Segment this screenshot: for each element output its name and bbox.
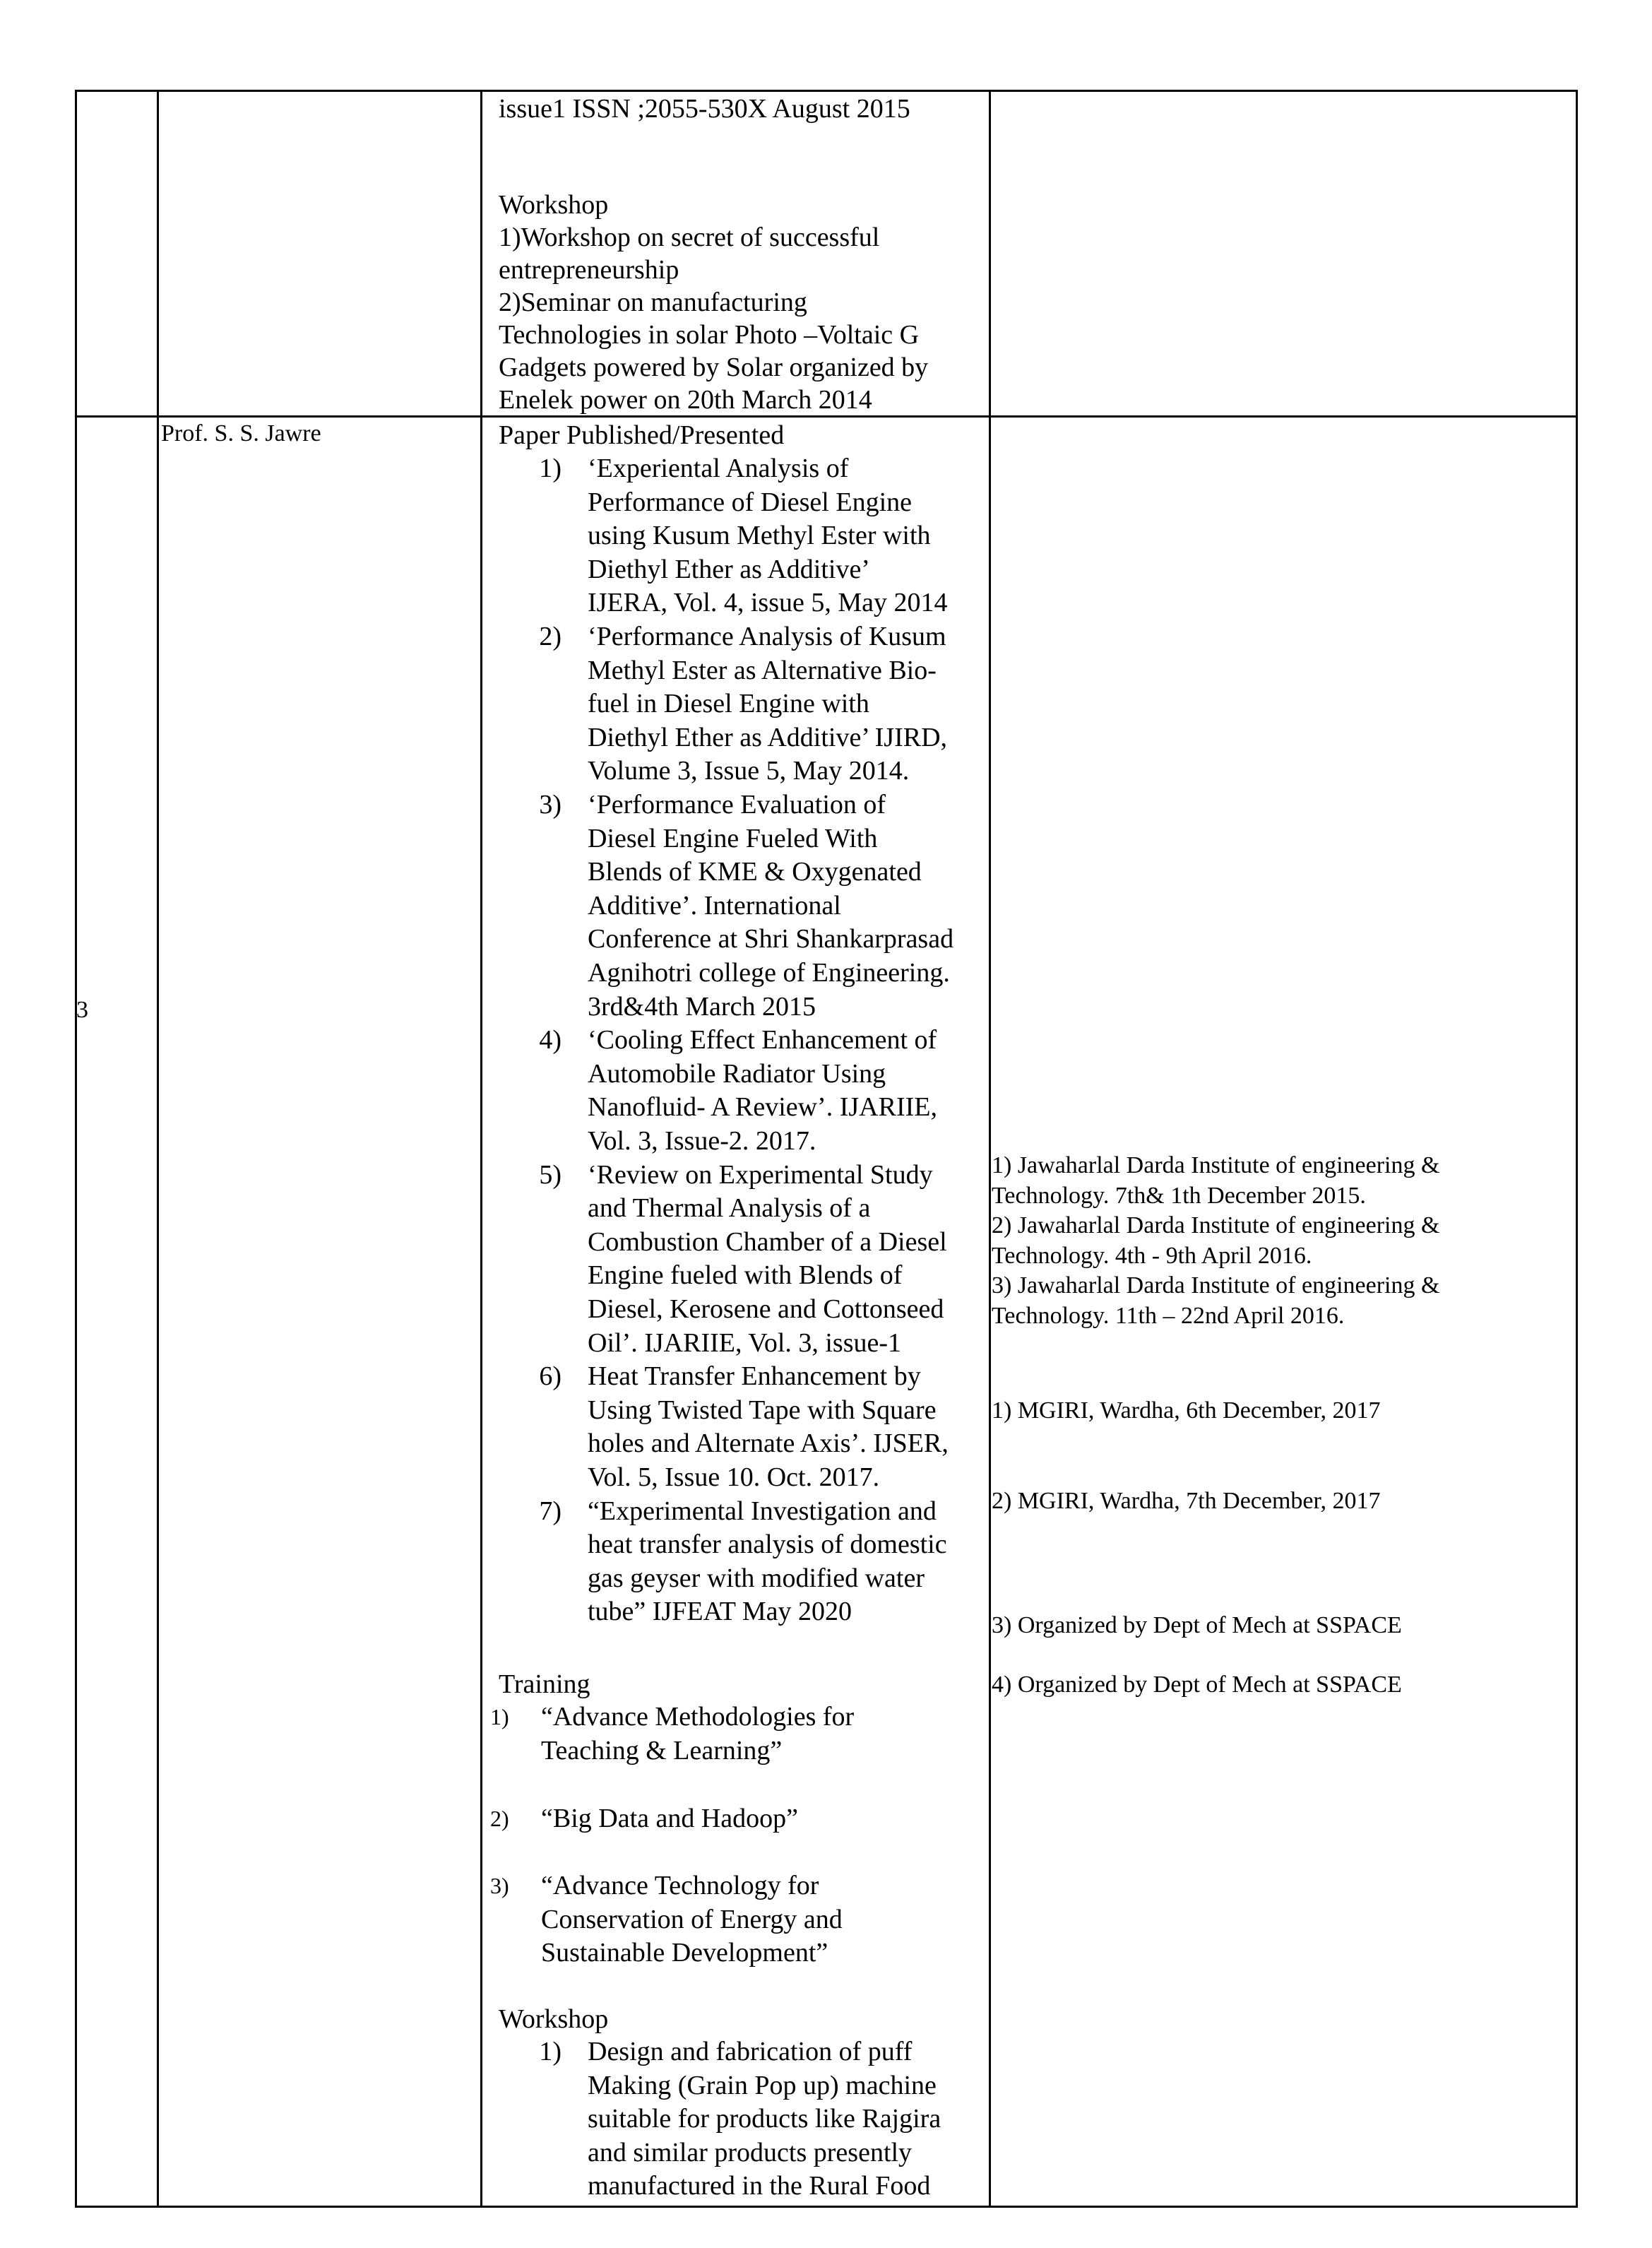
list-item-line: IJERA, Vol. 4, issue 5, May 2014 <box>588 588 948 618</box>
table-bottom-border <box>75 2206 1578 2208</box>
list-number: 5) <box>539 1159 561 1190</box>
list-item-line: Conservation of Energy and <box>541 1904 843 1934</box>
list-item-line: Performance of Diesel Engine <box>588 487 912 517</box>
list-number: 7) <box>539 1496 561 1526</box>
list-number: 1) <box>490 1704 509 1729</box>
text-line: issue1 ISSN ;2055-530X August 2015 <box>499 94 910 124</box>
col-border-2 <box>157 90 159 2208</box>
list-item-line: Using Twisted Tape with Square <box>588 1395 937 1425</box>
list-item-line: gas geyser with modified water <box>588 1563 925 1593</box>
list-number: 6) <box>539 1361 561 1392</box>
list-number: 3) <box>539 790 561 820</box>
list-item-line: ‘Performance Evaluation of <box>588 790 886 820</box>
workshop-heading: Workshop <box>499 2004 609 2034</box>
serial-number: 3 <box>76 997 88 1023</box>
remark-item: 3) Organized by Dept of Mech at SSPACE <box>992 1612 1402 1638</box>
list-item-line: 3rd&4th March 2015 <box>588 991 816 1022</box>
remark-line: Technology. 4th - 9th April 2016. <box>992 1242 1312 1269</box>
list-item-line: ‘Cooling Effect Enhancement of <box>588 1025 937 1055</box>
list-item-line: Diesel Engine Fueled With <box>588 823 878 853</box>
list-item-line: Diethyl Ether as Additive’ <box>588 554 870 584</box>
text-line: Enelek power on 20th March 2014 <box>499 385 872 415</box>
remark-line: 1) Jawaharlal Darda Institute of engineering & <box>992 1152 1440 1178</box>
remark-item: 4) Organized by Dept of Mech at SSPACE <box>992 1672 1402 1698</box>
list-item-line: fuel in Diesel Engine with <box>588 689 869 719</box>
list-item-line: ‘Experiental Analysis of <box>588 454 849 483</box>
list-item-line: and Thermal Analysis of a <box>588 1193 871 1224</box>
list-item-line: Making (Grain Pop up) machine <box>588 2070 937 2100</box>
list-item-line: Sustainable Development” <box>541 1938 828 1968</box>
faculty-name: Prof. S. S. Jawre <box>161 420 321 446</box>
list-item-line: “Big Data and Hadoop” <box>541 1804 799 1833</box>
list-item-line: Vol. 3, Issue-2. 2017. <box>588 1126 816 1156</box>
list-number: 1) <box>539 454 561 483</box>
list-item-line: holes and Alternate Axis’. IJSER, <box>588 1428 949 1459</box>
col-border-1 <box>75 90 77 2208</box>
text-line: Workshop <box>499 190 609 220</box>
list-item-line: tube” IJFEAT May 2020 <box>588 1597 852 1627</box>
list-item-line: Diethyl Ether as Additive’ IJIRD, <box>588 722 948 752</box>
list-item-line: Volume 3, Issue 5, May 2014. <box>588 756 910 786</box>
list-item-line: and similar products presently <box>588 2137 913 2167</box>
list-item-line: ‘Performance Analysis of Kusum <box>588 622 946 651</box>
list-item-line: Heat Transfer Enhancement by <box>588 1361 921 1392</box>
list-item-line: manufactured in the Rural Food <box>588 2171 931 2201</box>
list-item-line: Diesel, Kerosene and Cottonseed <box>588 1294 944 1324</box>
col-border-4 <box>989 90 991 2208</box>
list-item-line: Methyl Ester as Alternative Bio- <box>588 655 937 685</box>
list-item-line: Conference at Shri Shankarprasad <box>588 924 954 954</box>
remark-item: 2) MGIRI, Wardha, 7th December, 2017 <box>992 1488 1381 1514</box>
text-line: 2)Seminar on manufacturing <box>499 288 807 317</box>
list-item-line: using Kusum Methyl Ester with <box>588 521 931 551</box>
list-item-line: “Advance Technology for <box>541 1871 819 1900</box>
text-line: Gadgets powered by Solar organized by <box>499 353 929 382</box>
text-line: entrepreneurship <box>499 255 679 285</box>
text-line: 1)Workshop on secret of successful <box>499 223 880 252</box>
remark-item: 1) MGIRI, Wardha, 6th December, 2017 <box>992 1397 1381 1424</box>
list-number: 4) <box>539 1025 561 1055</box>
col-border-3 <box>480 90 482 2208</box>
list-item-line: heat transfer analysis of domestic <box>588 1530 947 1560</box>
list-item-line: suitable for products like Rajgira <box>588 2104 941 2134</box>
list-item-line: Nanofluid- A Review’. IJARIIE, <box>588 1092 937 1123</box>
list-item-line: Teaching & Learning” <box>541 1735 783 1765</box>
remark-line: 3) Jawaharlal Darda Institute of engineering & <box>992 1272 1440 1298</box>
list-item-line: Oil’. IJARIIE, Vol. 3, issue-1 <box>588 1327 902 1358</box>
list-item-line: “Advance Methodologies for <box>541 1702 855 1732</box>
list-item-line: Blends of KME & Oxygenated <box>588 857 922 887</box>
list-item-line: Combustion Chamber of a Diesel <box>588 1226 947 1257</box>
list-number: 2) <box>539 622 561 651</box>
list-item-line: Vol. 5, Issue 10. Oct. 2017. <box>588 1462 880 1492</box>
papers-heading: Paper Published/Presented <box>499 420 785 450</box>
col-border-5 <box>1576 90 1578 2208</box>
list-item-line: ‘Review on Experimental Study <box>588 1159 933 1190</box>
list-item-line: “Experimental Investigation and <box>588 1496 937 1526</box>
text-line: Technologies in solar Photo –Voltaic G <box>499 320 920 350</box>
list-item-line: Additive’. International <box>588 890 841 921</box>
list-item-line: Agnihotri college of Engineering. <box>588 958 950 988</box>
list-item-line: Automobile Radiator Using <box>588 1058 886 1089</box>
list-number: 1) <box>539 2037 561 2066</box>
list-item-line: Design and fabrication of puff <box>588 2037 913 2066</box>
training-heading: Training <box>499 1669 590 1699</box>
remark-line: 2) Jawaharlal Darda Institute of engineering & <box>992 1212 1440 1238</box>
list-number: 3) <box>490 1873 509 1898</box>
list-number: 2) <box>490 1806 509 1831</box>
remark-line: Technology. 11th – 22nd April 2016. <box>992 1302 1345 1329</box>
list-item-line: Engine fueled with Blends of <box>588 1260 903 1291</box>
remark-line: Technology. 7th& 1th December 2015. <box>992 1182 1366 1209</box>
